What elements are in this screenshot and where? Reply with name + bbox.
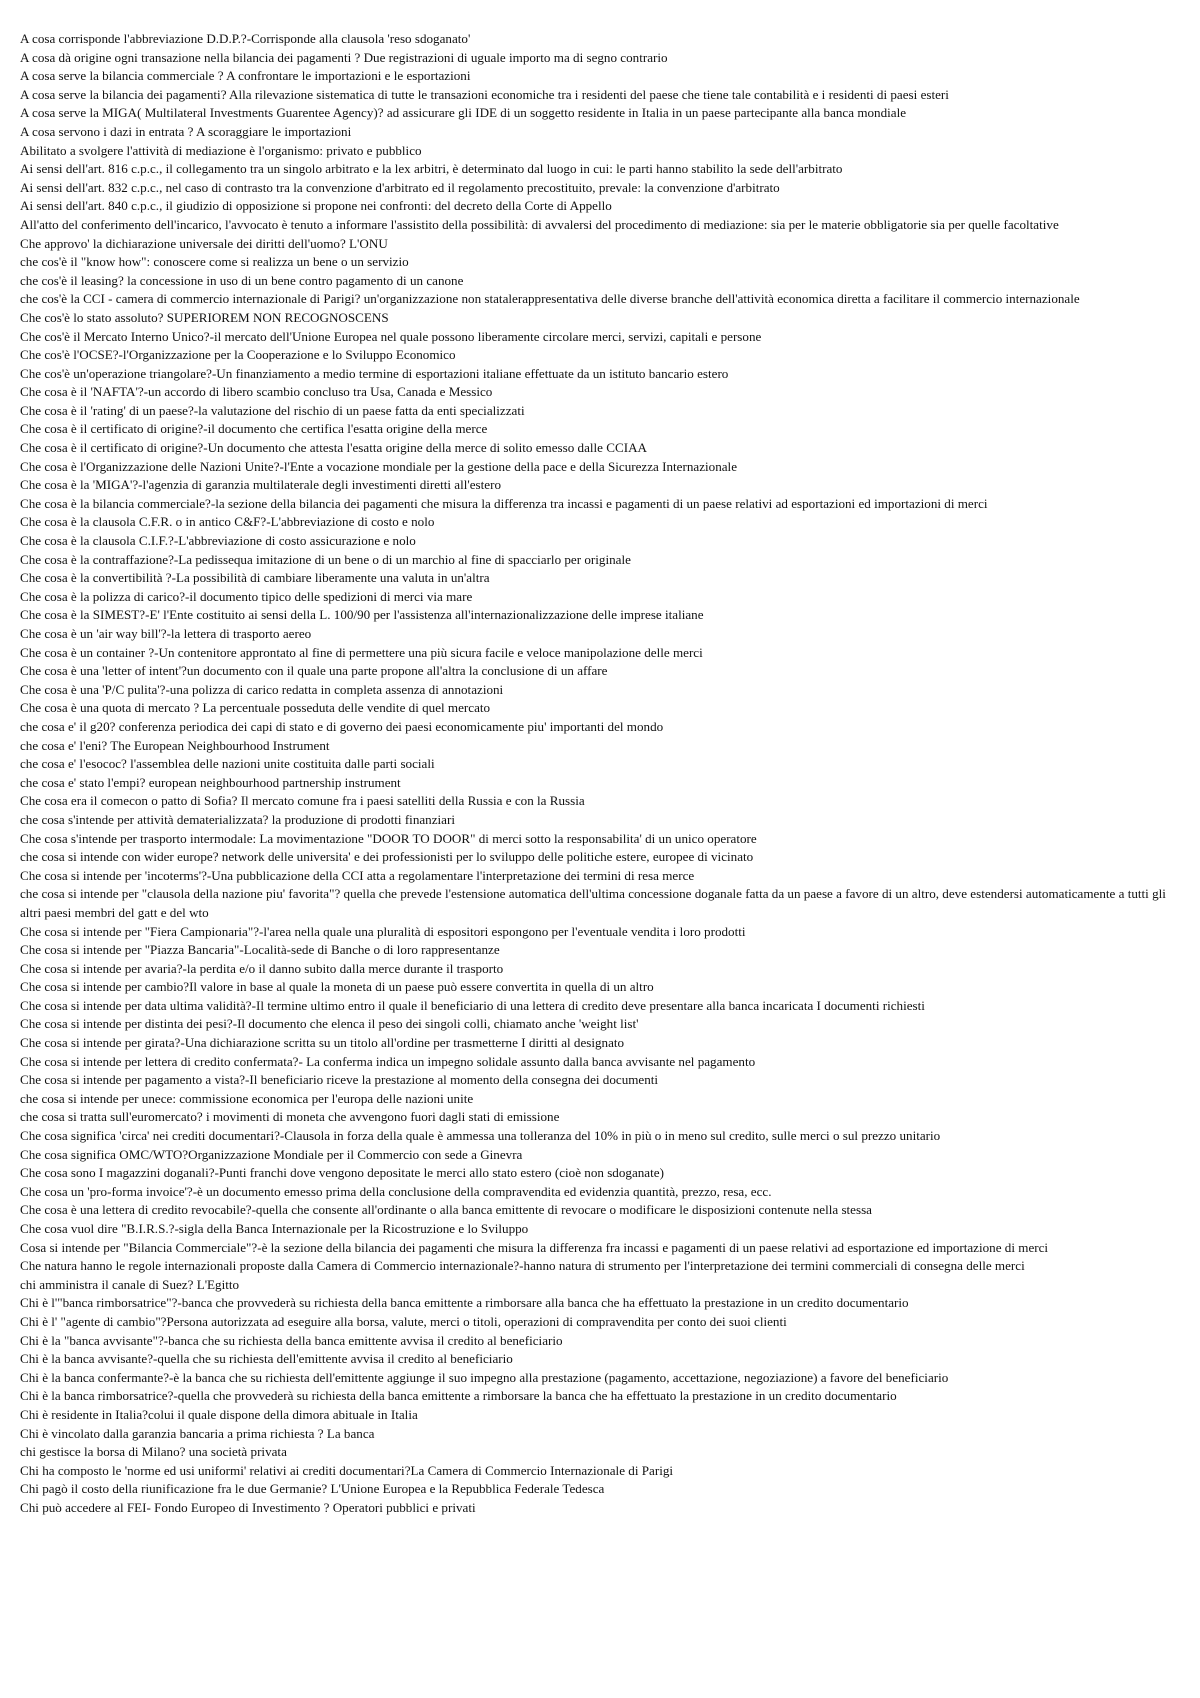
qa-line: Chi può accedere al FEI- Fondo Europeo di Investimento ? Operatori pubblici e privati — [20, 1499, 476, 1515]
qa-line: A cosa serve la bilancia dei pagamenti? Alla rilevazione sistematica di tutte le transazioni economiche tra i residenti del paese che tiene tale contabilità e i residenti di paesi esteri — [20, 86, 949, 102]
qa-line: A cosa servono i dazi in entrata ? A scoraggiare le importazioni — [20, 123, 352, 139]
qa-line: Chi è la banca rimborsatrice?-quella che provvederà su richiesta della banca emittente a rimborsare la banca che ha effettuato la prestazione in un credito documentario — [20, 1388, 897, 1404]
qa-line: Che cosa si intende per avaria?-la perdita e/o il danno subito dalla merce durante il trasporto — [20, 960, 504, 976]
qa-line: Chi è l'"banca rimborsatrice"?-banca che provvederà su richiesta della banca emittente a rimborsare alla banca che ha effettuato la prestazione in un credito documentario — [20, 1295, 909, 1311]
qa-line: Che cosa si intende per "Piazza Bancaria"-Località-sede di Banche o di loro rappresentanze — [20, 942, 500, 958]
qa-line: che cosa si intende per "clausola della nazione piu' favorita"? quella che prevede l'estensione automatica dell'ultima concessione doganale fatta da un paese a favore di un altro, deve estendersi automaticamente a tutti gli altri paesi membri del gatt e del wto — [20, 886, 1166, 920]
qa-line: chi amministra il canale di Suez? L'Egitto — [20, 1276, 240, 1292]
qa-line: Che cos'è il Mercato Interno Unico?-il mercato dell'Unione Europea nel quale possono liberamente circolare merci, servizi, capitali e persone — [20, 328, 762, 344]
qa-line: Che cosa un 'pro-forma invoice'?-è un documento emesso prima della conclusione della compravendita ed evidenzia quantità, prezzo, resa, ecc. — [20, 1183, 772, 1199]
qa-line: Che cosa è il certificato di origine?-il documento che certifica l'esatta origine della merce — [20, 421, 488, 437]
qa-line: Che cosa è la polizza di carico?-il documento tipico delle spedizioni di merci via mare — [20, 588, 473, 604]
qa-line: Che cosa è la clausola C.F.R. o in antico C&F?-L'abbreviazione di costo e nolo — [20, 514, 435, 530]
qa-line: Che cos'è lo stato assoluto? SUPERIOREM NON RECOGNOSCENS — [20, 309, 389, 325]
qa-line: Che cosa è la convertibilità ?-La possibilità di cambiare liberamente una valuta in un'altra — [20, 570, 490, 586]
qa-line: Che cosa vuol dire "B.I.R.S.?-sigla della Banca Internazionale per la Ricostruzione e lo Sviluppo — [20, 1221, 529, 1236]
qa-line: Ai sensi dell'art. 840 c.p.c., il giudizio di opposizione si propone nei confronti: del decreto della Corte di Appello — [20, 198, 612, 214]
qa-line: Chi pagò il costo della riunificazione fra le due Germanie? L'Unione Europea e la Repubblica Federale Tedesca — [20, 1481, 605, 1497]
qa-line: Chi ha composto le 'norme ed usi uniformi' relativi ai crediti documentari?La Camera di Commercio Internazionale di Parigi — [20, 1462, 674, 1478]
qa-line: Che approvo' la dichiarazione universale dei diritti dell'uomo? L'ONU — [20, 235, 388, 251]
qa-line: Che cosa è la contraffazione?-La pedissequa imitazione di un bene o di un marchio al fine di spacciarlo per originale — [20, 551, 631, 567]
qa-line: Che cosa si intende per distinta dei pesi?-Il documento che elenca il peso dei singoli colli, chiamato anche 'weight list' — [20, 1016, 639, 1032]
qa-line: Che cosa è un 'air way bill'?-la lettera di trasporto aereo — [20, 626, 312, 641]
qa-line: Che cosa significa OMC/WTO?Organizzazione Mondiale per il Commercio con sede a Ginevra — [20, 1146, 523, 1162]
qa-line: Che cosa è il certificato di origine?-Un documento che attesta l'esatta origine della merce di solito emesso dalle CCIAA — [20, 440, 648, 456]
qa-line: Chi è l' "agente di cambio"?Persona autorizzata ad eseguire alla borsa, valute, merci o titoli, operazioni di compravendita per conto dei suoi clienti — [20, 1313, 787, 1329]
qa-line: che cos'è il "know how": conoscere come si realizza un bene o un servizio — [20, 254, 409, 270]
qa-line: Che natura hanno le regole internazionali proposte dalla Camera di Commercio internazionale?-hanno natura di strumento per l'interpretazione dei termini commerciali di consegna delle merci — [20, 1258, 1025, 1274]
qa-line: A cosa corrisponde l'abbreviazione D.D.P.?-Corrisponde alla clausola 'reso sdoganato' — [20, 31, 471, 46]
qa-line: che cosa e' l'esococ? l'assemblea delle nazioni unite costituita dalle parti sociali — [20, 756, 435, 772]
qa-line: Che cos'è l'OCSE?-l'Organizzazione per la Cooperazione e lo Sviluppo Economico — [20, 347, 456, 363]
qa-line: Ai sensi dell'art. 816 c.p.c., il collegamento tra un singolo arbitrato e la lex arbitri, è determinato dal luogo in cui: le parti hanno stabilito la sede dell'arbitrato — [20, 161, 843, 177]
qa-line: A cosa dà origine ogni transazione nella bilancia dei pagamenti ? Due registrazioni di uguale importo ma di segno contrario — [20, 49, 668, 65]
qa-line: Che cosa è l'Organizzazione delle Nazioni Unite?-l'Ente a vocazione mondiale per la gestione della pace e della Sicurezza Internazionale — [20, 458, 738, 474]
qa-line: che cosa e' l'eni? The European Neighbourhood Instrument — [20, 737, 330, 753]
qa-line: che cosa e' il g20? conferenza periodica dei capi di stato e di governo dei paesi economicamente piu' importanti del mondo — [20, 718, 664, 734]
qa-line: Che cosa è una 'letter of intent'?un documento con il quale una parte propone all'altra la conclusione di un affare — [20, 663, 608, 679]
qa-line: Che cosa si intende per cambio?Il valore in base al quale la moneta di un paese può essere convertita in quella di un altro — [20, 979, 654, 995]
qa-line: Che cosa è una lettera di credito revocabile?-quella che consente all'ordinante o alla banca emittente di revocare o modificare le disposizioni contenute nella stessa — [20, 1202, 872, 1218]
qa-line: Che cosa si intende per "Fiera Campionaria"?-l'area nella quale una pluralità di espositori espongono per l'eventuale vendita i loro prodotti — [20, 923, 746, 939]
qa-line: A cosa serve la MIGA( Multilateral Investments Guarentee Agency)? ad assicurare gli IDE di un soggetto residente in Italia in un paese partecipante alla banca mondiale — [20, 105, 907, 121]
qa-line: che cosa si intende con wider europe? network delle universita' e dei professionisti per lo sviluppo delle politiche estere, europee di vicinato — [20, 849, 754, 865]
qa-line: All'atto del conferimento dell'incarico, l'avvocato è tenuto a informare l'assistito della possibilità: di avvalersi del procedimento di mediazione: sia per le materie obbligatorie sia per quelle facoltative — [20, 216, 1059, 232]
qa-line: Che cosa è la bilancia commerciale?-la sezione della bilancia dei pagamenti che misura la differenza tra incassi e pagamenti di un paese relativi ad esportazioni ed importazioni di merci — [20, 495, 988, 511]
qa-line: Chi è la banca confermante?-è la banca che su richiesta dell'emittente aggiunge il suo impegno alla prestazione (pagamento, accettazione, negoziazione) a favore del beneficiario — [20, 1369, 949, 1385]
qa-line: che cosa si intende per unece: commissione economica per l'europa delle nazioni unite — [20, 1090, 474, 1106]
qa-line: Chi è la "banca avvisante"?-banca che su richiesta della banca emittente avvisa il credito al beneficiario — [20, 1332, 563, 1348]
qa-line: Cosa si intende per "Bilancia Commerciale"?-è la sezione della bilancia dei pagamenti che misura la differenza fra incassi e pagamenti di un paese relativi ad esportazione ed importazione di merci — [20, 1239, 1049, 1255]
qa-line: Che cosa si intende per data ultima validità?-Il termine ultimo entro il quale il beneficiario di una lettera di credito deve presentare alla banca incaricata I documenti richiesti — [20, 997, 925, 1013]
qa-line: Che cosa è il 'rating' di un paese?-la valutazione del rischio di un paese fatta da enti specializzati — [20, 402, 525, 418]
qa-line: A cosa serve la bilancia commerciale ? A confrontare le importazioni e le esportazioni — [20, 68, 471, 84]
qa-line: Che cosa era il comecon o patto di Sofia? Il mercato comune fra i paesi satelliti della Russia e con la Russia — [20, 793, 585, 809]
qa-line: Abilitato a svolgere l'attività di mediazione è l'organismo: privato e pubblico — [20, 142, 422, 158]
qa-line: Che cosa si intende per pagamento a vista?-Il beneficiario riceve la prestazione al momento della consegna dei documenti — [20, 1072, 659, 1088]
qa-line: che cosa s'intende per attività dematerializzata? la produzione di prodotti finanziari — [20, 811, 455, 827]
qa-line: Che cosa è la 'MIGA'?-l'agenzia di garanzia multilaterale degli investimenti diretti all'estero — [20, 477, 501, 493]
qa-line: Che cosa è la clausola C.I.F.?-L'abbreviazione di costo assicurazione e nolo — [20, 533, 416, 549]
qa-line: Che cosa è un container ?-Un contenitore approntato al fine di permettere una più sicura facile e veloce manipolazione delle merci — [20, 644, 703, 660]
qa-line: Che cosa è la SIMEST?-E' l'Ente costituito ai sensi della L. 100/90 per l'assistenza all'internazionalizzazione delle imprese italiane — [20, 607, 704, 623]
qa-line: Chi è vincolato dalla garanzia bancaria a prima richiesta ? La banca — [20, 1425, 375, 1441]
qa-line: Che cosa s'intende per trasporto intermodale: La movimentazione "DOOR TO DOOR" di merci sotto la responsabilita' di un unico operatore — [20, 830, 757, 846]
qa-line: Che cosa è una quota di mercato ? La percentuale posseduta delle vendite di quel mercato — [20, 700, 491, 716]
qa-line: Che cosa sono I magazzini doganali?-Punti franchi dove vengono depositate le merci allo stato estero (cioè non sdoganate) — [20, 1165, 664, 1181]
qa-line: che cos'è il leasing? la concessione in uso di un bene contro pagamento di un canone — [20, 272, 464, 288]
qa-line: Che cosa significa 'circa' nei crediti documentari?-Clausola in forza della quale è ammessa una tolleranza del 10% in più o in meno sul credito, sulle merci o sul prezzo unitario — [20, 1128, 941, 1144]
qa-line: Che cosa si intende per girata?-Una dichiarazione scritta su un titolo all'ordine per trasmetterne I diritti al designato — [20, 1035, 625, 1051]
qa-line: che cos'è la CCI - camera di commercio internazionale di Parigi? un'organizzazione non statalerappresentativa delle diverse branche dell'attività economica diretta a facilitare il commercio internazionale — [20, 291, 1080, 307]
qa-line: Che cosa è il 'NAFTA'?-un accordo di libero scambio concluso tra Usa, Canada e Messico — [20, 384, 493, 400]
qa-line: Che cosa è una 'P/C pulita'?-una polizza di carico redatta in completa assenza di annotazioni — [20, 681, 504, 697]
qa-line: chi gestisce la borsa di Milano? una società privata — [20, 1444, 287, 1460]
qa-line: Chi è la banca avvisante?-quella che su richiesta dell'emittente avvisa il credito al beneficiario — [20, 1351, 513, 1367]
qa-line: Che cosa si intende per 'incoterms'?-Una pubblicazione della CCI atta a regolamentare l'interpretazione dei termini di resa merce — [20, 867, 695, 883]
qa-line: Che cosa si intende per lettera di credito confermata?- La conferma indica un impegno solidale assunto dalla banca avvisante nel pagamento — [20, 1053, 756, 1069]
qa-line: che cosa si tratta sull'euromercato? i movimenti di moneta che avvengono fuori dagli stati di emissione — [20, 1109, 560, 1125]
qa-line: Che cos'è un'operazione triangolare?-Un finanziamento a medio termine di esportazioni italiane effettuate da un istituto bancario estero — [20, 365, 729, 381]
document-body — [20, 30, 1170, 1518]
qa-line: che cosa e' stato l'empi? european neighbourhood partnership instrument — [20, 774, 401, 790]
qa-line: Chi è residente in Italia?colui il quale dispone della dimora abituale in Italia — [20, 1406, 418, 1422]
qa-line: Ai sensi dell'art. 832 c.p.c., nel caso di contrasto tra la convenzione d'arbitrato ed il regolamento precostituito, prevale: la convenzione d'arbitrato — [20, 179, 780, 195]
